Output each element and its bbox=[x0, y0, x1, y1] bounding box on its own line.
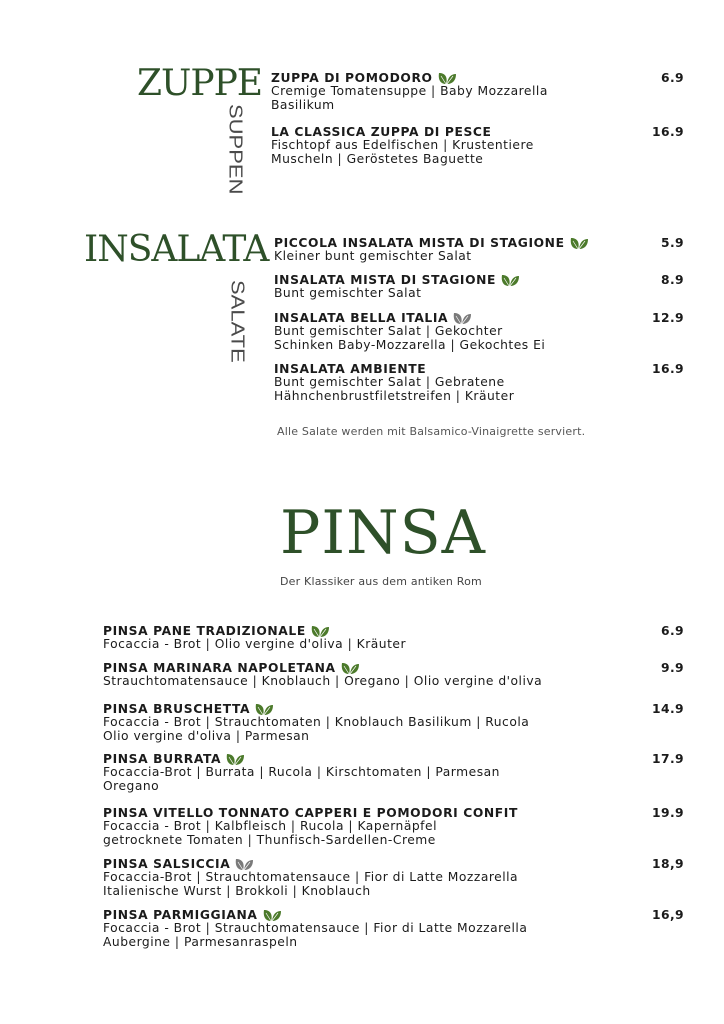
item-name bbox=[103, 752, 500, 766]
item-name-text: PINSA PARMIGGIANA bbox=[103, 908, 258, 922]
item-name-text: ZUPPA DI POMODORO bbox=[271, 71, 433, 85]
menu-item bbox=[274, 236, 684, 264]
item-price: 8.9 bbox=[661, 273, 684, 287]
item-description: Focaccia - Brot | Strauchtomatensauce | Fior di Latte Mozzarella bbox=[103, 921, 528, 935]
menu-item bbox=[274, 273, 684, 301]
item-name-text: INSALATA AMBIENTE bbox=[274, 362, 427, 376]
item-price: 6.9 bbox=[661, 624, 684, 638]
item-name bbox=[274, 236, 589, 250]
item-name bbox=[271, 71, 548, 85]
item-description: Bunt gemischter Salat bbox=[274, 286, 422, 300]
leaf-icon bbox=[225, 752, 245, 766]
zuppe-subtitle: SUPPEN bbox=[225, 104, 247, 195]
item-price: 16,9 bbox=[652, 908, 684, 922]
item-description: Hähnchenbrustfiletstreifen | Kräuter bbox=[274, 388, 515, 403]
menu-item bbox=[103, 752, 684, 793]
item-name-text: LA CLASSICA ZUPPA DI PESCE bbox=[271, 125, 492, 139]
item-description: Fischtopf aus Edelfischen | Krustentiere bbox=[271, 138, 534, 152]
item-description: Focaccia-Brot | Burrata | Rucola | Kirschtomaten | Parmesan bbox=[103, 765, 500, 779]
leaf-icon bbox=[234, 857, 254, 871]
leaf-icon bbox=[500, 273, 520, 287]
zuppe-title: ZUPPE bbox=[137, 63, 263, 104]
menu-item bbox=[103, 857, 684, 898]
item-price: 16.9 bbox=[652, 125, 684, 139]
item-name-text: INSALATA BELLA ITALIA bbox=[274, 311, 449, 325]
item-name bbox=[103, 661, 542, 675]
leaf-icon bbox=[437, 71, 457, 85]
pinsa-title: PINSA bbox=[280, 498, 487, 568]
menu-item bbox=[103, 806, 684, 847]
item-price: 5.9 bbox=[661, 236, 684, 250]
insalata-subtitle: SALATE bbox=[227, 280, 249, 363]
item-name bbox=[103, 806, 518, 820]
menu-item bbox=[271, 71, 684, 112]
item-description: Focaccia-Brot | Strauchtomatensauce | Fior di Latte Mozzarella bbox=[103, 870, 519, 884]
item-name-text: PICCOLA INSALATA MISTA DI STAGIONE bbox=[274, 236, 565, 250]
item-name bbox=[103, 908, 527, 922]
item-description: Focaccia - Brot | Strauchtomaten | Knoblauch Basilikum | Rucola bbox=[103, 715, 530, 729]
item-name-text: PINSA BURRATA bbox=[103, 752, 222, 766]
item-name bbox=[274, 273, 520, 287]
item-name bbox=[103, 702, 529, 716]
item-description: Italienische Wurst | Brokkoli | Knoblauch bbox=[103, 883, 371, 898]
item-name bbox=[274, 362, 514, 376]
item-name-text: PINSA VITELLO TONNATO CAPPERI E POMODORI CONFIT bbox=[103, 806, 518, 820]
item-description: Focaccia - Brot | Kalbfleisch | Rucola | Kapernäpfel bbox=[103, 819, 437, 833]
leaf-icon bbox=[262, 908, 282, 922]
menu-item bbox=[274, 311, 684, 352]
item-price: 19.9 bbox=[652, 806, 684, 820]
menu-item bbox=[103, 908, 684, 949]
menu-item bbox=[103, 702, 684, 743]
item-name-text: PINSA SALSICCIA bbox=[103, 857, 231, 871]
item-description: Kleiner bunt gemischter Salat bbox=[274, 249, 472, 263]
item-name bbox=[103, 624, 406, 638]
item-price: 6.9 bbox=[661, 71, 684, 85]
item-description: Olio vergine d'oliva | Parmesan bbox=[103, 728, 310, 743]
item-price: 17.9 bbox=[652, 752, 684, 766]
leaf-icon bbox=[452, 311, 472, 325]
item-name bbox=[103, 857, 518, 871]
item-name bbox=[274, 311, 545, 325]
item-price: 12.9 bbox=[652, 311, 684, 325]
item-price: 16.9 bbox=[652, 362, 684, 376]
item-description: Focaccia - Brot | Olio vergine d'oliva | Kräuter bbox=[103, 637, 407, 651]
leaf-icon bbox=[569, 236, 589, 250]
item-price: 9.9 bbox=[661, 661, 684, 675]
salad-note: Alle Salate werden mit Balsamico-Vinaigrette serviert. bbox=[277, 425, 586, 438]
item-description: Oregano bbox=[103, 778, 160, 793]
leaf-icon bbox=[340, 661, 360, 675]
item-name-text: PINSA BRUSCHETTA bbox=[103, 702, 251, 716]
insalata-title: INSALATA bbox=[84, 229, 269, 270]
item-description: Bunt gemischter Salat | Gekochter bbox=[274, 324, 503, 338]
item-description: getrocknete Tomaten | Thunfisch-Sardellen-Creme bbox=[103, 832, 436, 847]
menu-item bbox=[103, 661, 684, 689]
leaf-icon bbox=[254, 702, 274, 716]
item-price: 14.9 bbox=[652, 702, 684, 716]
leaf-icon bbox=[310, 624, 330, 638]
item-description: Schinken Baby-Mozzarella | Gekochtes Ei bbox=[274, 337, 546, 352]
item-description: Muscheln | Geröstetes Baguette bbox=[271, 151, 484, 166]
menu-item bbox=[271, 125, 684, 166]
item-description: Strauchtomatensauce | Knoblauch | Oregano | Olio vergine d'oliva bbox=[103, 674, 543, 688]
item-price: 18,9 bbox=[652, 857, 684, 871]
item-name-text: PINSA PANE TRADIZIONALE bbox=[103, 624, 306, 638]
pinsa-subtitle: Der Klassiker aus dem antiken Rom bbox=[280, 575, 482, 588]
item-description: Bunt gemischter Salat | Gebratene bbox=[274, 375, 505, 389]
item-description: Cremige Tomatensuppe | Baby Mozzarella bbox=[271, 84, 548, 98]
menu-item bbox=[274, 362, 684, 403]
item-description: Aubergine | Parmesanraspeln bbox=[103, 934, 298, 949]
item-name-text: PINSA MARINARA NAPOLETANA bbox=[103, 661, 336, 675]
item-name bbox=[271, 125, 534, 139]
item-description: Basilikum bbox=[271, 97, 335, 112]
item-name-text: INSALATA MISTA DI STAGIONE bbox=[274, 273, 497, 287]
menu-item bbox=[103, 624, 684, 652]
